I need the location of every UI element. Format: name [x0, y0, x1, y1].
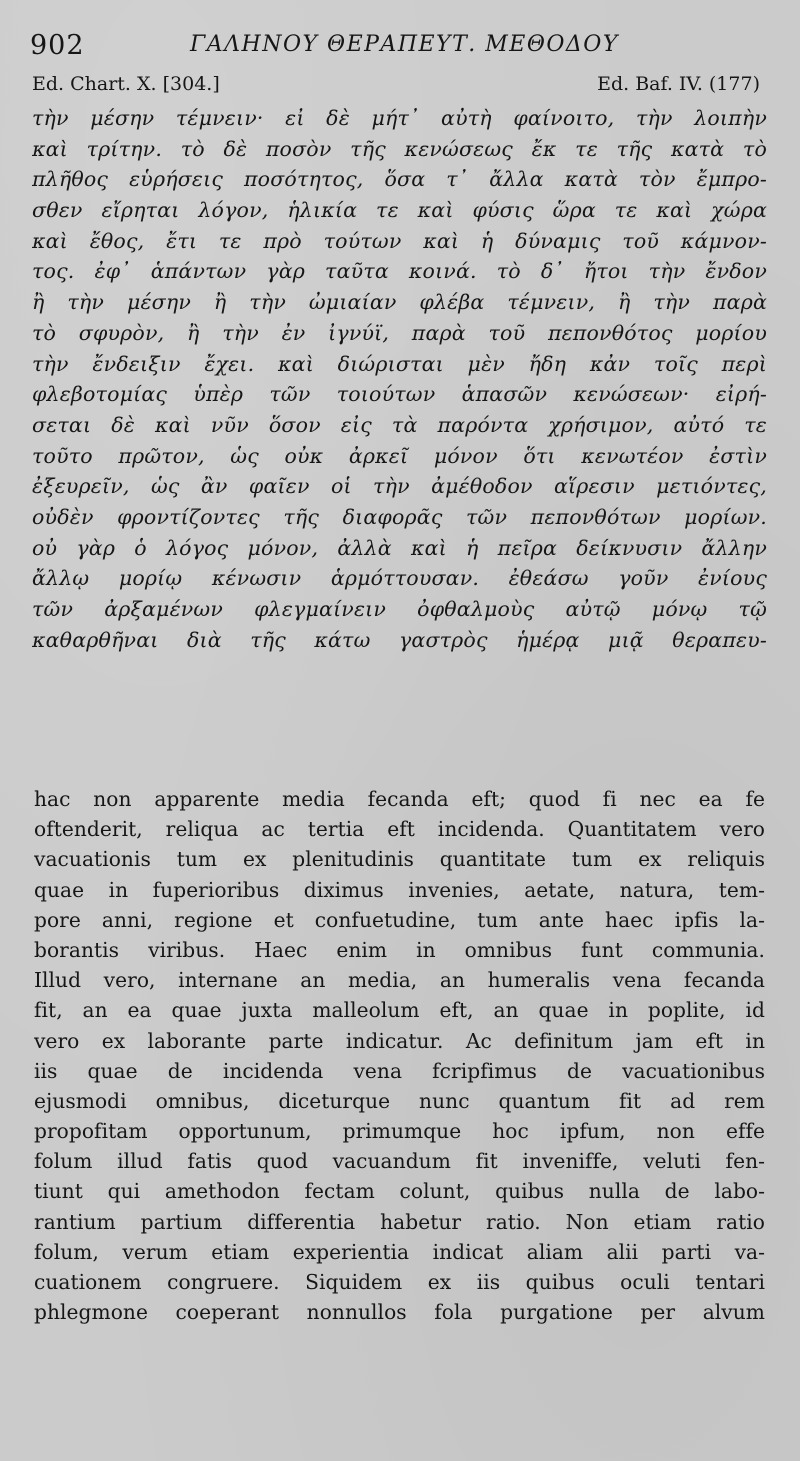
- greek-text-line: τοῦτο πρῶτον, ὡς οὐκ ἀρκεῖ μόνον ὅτι κενωτέον ἐστὶν: [32, 443, 767, 468]
- latin-text-line: borantis viribus. Haec enim in omnibus funt communia.: [34, 937, 765, 962]
- latin-text-line: ejusmodi omnibus, diceturque nunc quantum fit ad rem: [34, 1088, 765, 1113]
- greek-text-line: σθεν εἴρηται λόγον, ἡλικία τε καὶ φύσις ὥρα τε καὶ χώρα: [32, 198, 767, 223]
- greek-text-line: σεται δὲ καὶ νῦν ὅσον εἰς τὰ παρόντα χρήσιμον, αὐτό τε: [32, 412, 767, 437]
- greek-text-line: καὶ ἔθος, ἔτι τε πρὸ τούτων καὶ ἡ δύναμις τοῦ κάμνον-: [32, 228, 767, 253]
- latin-text-line: pore anni, regione et confuetudine, tum ante haec ipfis la-: [34, 907, 765, 932]
- latin-text-line: fit, an ea quae juxta malleolum eft, an quae in poplite, id: [34, 998, 765, 1023]
- greek-text-line: ἐξευρεῖν, ὡς ἂν φαῖεν οἱ τὴν ἀμέθοδον αἵρεσιν μετιόντες,: [32, 474, 767, 499]
- latin-text-line: hac non apparente media fecanda eft; quod fi nec ea fe: [34, 787, 765, 811]
- latin-text-line: phlegmone coeperant nonnullos fola purgatione per alvum: [34, 1300, 765, 1325]
- greek-text-line: οὐδὲν φροντίζοντες τῆς διαφορᾶς τῶν πεπονθότων μορίων.: [32, 504, 767, 529]
- latin-text-line: tiunt qui amethodon fectam colunt, quibus nulla de labo-: [34, 1179, 765, 1204]
- greek-text-line: τος. ἐφ᾽ ἁπάντων γὰρ ταῦτα κοινά. τὸ δ᾽ ἤτοι τὴν ἔνδον: [32, 259, 767, 284]
- latin-text-line: propofitam opportunum, primumque hoc ipfum, non effe: [34, 1119, 765, 1144]
- latin-text-line: quae in fuperioribus diximus invenies, aetate, natura, tem-: [34, 877, 765, 902]
- latin-text-line: Illud vero, internane an media, an humeralis vena fecanda: [34, 968, 765, 993]
- edition-chartier-reference: Ed. Chart. X. [304.]: [32, 73, 220, 95]
- greek-text-line: καθαρθῆναι διὰ τῆς κάτω γαστρὸς ἡμέρᾳ μιᾷ θεραπευ-: [32, 627, 767, 652]
- greek-text-line: τῶν ἀρξαμένων φλεγμαίνειν ὀφθαλμοὺς αὐτῷ μόνῳ τῷ: [32, 597, 767, 621]
- greek-text-line: φλεβοτομίας ὑπὲρ τῶν τοιούτων ἁπασῶν κενώσεων· εἰρή-: [32, 382, 767, 407]
- greek-text-line: οὐ γὰρ ὁ λόγος μόνον, ἀλλὰ καὶ ἡ πεῖρα δείκνυσιν ἄλλην: [32, 535, 767, 560]
- greek-text-line: πλῆθος εὑρήσεις ποσότητος, ὅσα τ᾽ ἄλλα κατὰ τὸν ἔμπρο-: [32, 167, 767, 192]
- latin-text-line: folum, verum etiam experientia indicat aliam alii parti va-: [34, 1239, 765, 1264]
- greek-text-line: ἢ τὴν μέσην ἢ τὴν ὠμιαίαν φλέβα τέμνειν, ἢ τὴν παρὰ: [32, 290, 767, 315]
- greek-text-line: τὴν μέσην τέμνειν· εἰ δὲ μήτ᾽ αὐτὴ φαίνοιτο, τὴν λοιπὴν: [32, 106, 767, 130]
- running-head: [30, 28, 760, 68]
- header-title: ΓΑΛΗΝΟΥ ΘΕΡΑΠΕΥΤ. ΜΕΘΟΔΟΥ: [190, 32, 619, 57]
- greek-text-block: [32, 103, 767, 748]
- latin-text-line: iis quae de incidenda vena fcripfimus de vacuationibus: [34, 1058, 765, 1083]
- edition-basel-reference: Ed. Baf. IV. (177): [597, 73, 760, 95]
- page-number: 902: [30, 30, 85, 61]
- latin-text-line: oftenderit, reliqua ac tertia eft incidenda. Quantitatem vero: [34, 817, 765, 842]
- latin-text-line: vacuationis tum ex plenitudinis quantitate tum ex reliquis: [34, 847, 765, 872]
- latin-text-line: rantium partium differentia habetur ratio. Non etiam ratio: [34, 1209, 765, 1234]
- edition-references: [32, 73, 760, 103]
- greek-text-line: τὴν ἔνδειξιν ἔχει. καὶ διώρισται μὲν ἤδη κἀν τοῖς περὶ: [32, 351, 767, 376]
- latin-translation-block: [34, 784, 765, 1446]
- greek-text-line: καὶ τρίτην. τὸ δὲ ποσὸν τῆς κενώσεως ἔκ τε τῆς κατὰ τὸ: [32, 136, 767, 161]
- latin-text-line: folum illud fatis quod vacuandum fit inveniffe, veluti fen-: [34, 1149, 765, 1174]
- greek-text-line: ἄλλῳ μορίῳ κένωσιν ἁρμόττουσαν. ἐθεάσω γοῦν ἐνίους: [32, 566, 767, 591]
- latin-text-line: vero ex laborante parte indicatur. Ac definitum jam eft in: [34, 1028, 765, 1053]
- latin-text-line: cuationem congruere. Siquidem ex iis quibus oculi tentari: [34, 1270, 765, 1294]
- greek-text-line: τὸ σφυρὸν, ἢ τὴν ἐν ἰγνύϊ, παρὰ τοῦ πεπονθότος μορίου: [32, 320, 767, 345]
